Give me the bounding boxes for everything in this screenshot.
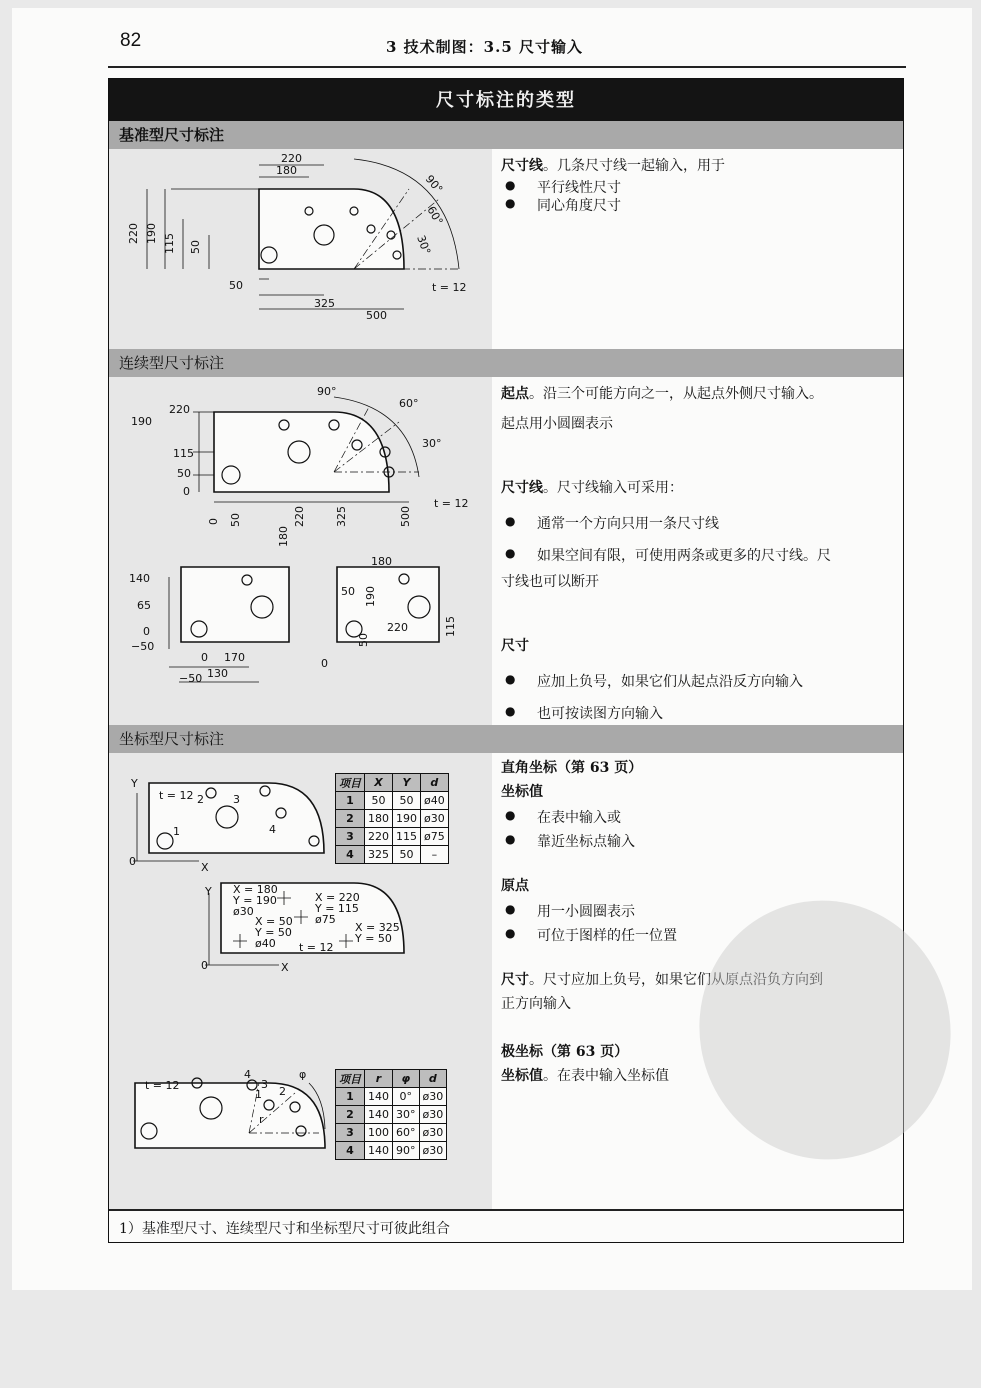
table-header: d <box>419 1070 447 1088</box>
coord-bullet-4: ● 可位于图样的任一位置 <box>537 925 677 945</box>
svg-text:115: 115 <box>444 616 457 637</box>
svg-text:180: 180 <box>277 526 290 547</box>
table-row: 3 220 115 ø75 <box>336 828 449 846</box>
svg-text:0: 0 <box>321 657 328 670</box>
svg-text:Y: Y <box>131 777 138 790</box>
table-header: Y <box>393 774 421 792</box>
chain-bullet-2-cont: 寸线也可以断开 <box>501 574 599 590</box>
svg-text:−50: −50 <box>131 640 155 653</box>
svg-text:325: 325 <box>335 506 348 527</box>
main-title: 尺寸标注的类型 <box>109 79 903 121</box>
chain-bullet-1: ● 通常一个方向只用一条尺寸线 <box>537 513 719 533</box>
svg-text:220: 220 <box>293 506 306 527</box>
svg-text:30°: 30° <box>422 437 442 450</box>
svg-text:ø40: ø40 <box>255 937 276 950</box>
svg-text:X: X <box>201 861 209 874</box>
chain-dimension-title: 尺寸 <box>501 638 529 654</box>
svg-text:220: 220 <box>387 621 408 634</box>
svg-text:1: 1 <box>173 825 180 838</box>
svg-text:t = 12: t = 12 <box>434 497 469 510</box>
svg-text:220: 220 <box>169 403 190 416</box>
svg-text:ø30: ø30 <box>233 905 254 918</box>
svg-text:1: 1 <box>255 1088 262 1101</box>
page-number: 82 <box>120 30 142 51</box>
section-heading-coordinate: 坐标型尺寸标注 <box>109 725 903 753</box>
svg-text:140: 140 <box>129 572 150 585</box>
coord-bullet-2: ● 靠近坐标点输入 <box>537 831 635 851</box>
chain-bullet-4: ● 也可按读图方向输入 <box>537 703 663 723</box>
svg-text:2: 2 <box>197 793 204 806</box>
svg-text:190: 190 <box>145 223 158 244</box>
svg-text:325: 325 <box>314 297 335 310</box>
svg-text:t = 12: t = 12 <box>145 1079 180 1092</box>
svg-text:Y = 50: Y = 50 <box>255 926 292 939</box>
svg-text:220: 220 <box>281 152 302 165</box>
svg-text:90°: 90° <box>422 172 446 196</box>
svg-text:t = 12: t = 12 <box>432 281 467 294</box>
svg-text:4: 4 <box>244 1068 251 1081</box>
svg-text:50: 50 <box>189 240 202 254</box>
svg-text:60°: 60° <box>399 397 419 410</box>
svg-text:170: 170 <box>224 651 245 664</box>
svg-text:220: 220 <box>127 223 140 244</box>
table-row: 4 325 50 – <box>336 846 449 864</box>
svg-text:50: 50 <box>229 513 242 527</box>
svg-text:Y = 50: Y = 50 <box>355 932 392 945</box>
svg-text:r: r <box>259 1113 264 1126</box>
polar-coordinate-table <box>335 1069 447 1160</box>
section-heading-baseline: 基准型尺寸标注 <box>109 121 903 149</box>
svg-text:50: 50 <box>357 633 370 647</box>
coord-dimension-text: 尺寸。尺寸应加上负号，如果它们从原点沿负方向到 <box>501 972 823 988</box>
plate-outline-top <box>214 412 389 492</box>
baseline-bullet-1: ● 平行线性尺寸 <box>537 177 621 197</box>
svg-text:0: 0 <box>207 518 220 525</box>
svg-text:50: 50 <box>229 279 243 292</box>
chain-bullet-3: ● 应加上负号，如果它们从起点沿反方向输入 <box>537 671 803 691</box>
svg-text:t = 12: t = 12 <box>159 789 194 802</box>
svg-text:50: 50 <box>341 585 355 598</box>
svg-text:0: 0 <box>183 485 190 498</box>
coord-bullet-1: ● 在表中输入或 <box>537 807 621 827</box>
svg-text:φ: φ <box>299 1068 307 1081</box>
svg-text:90°: 90° <box>317 385 337 398</box>
svg-text:X: X <box>281 961 289 974</box>
baseline-bullet-2: ● 同心角度尺寸 <box>537 195 621 215</box>
svg-text:X = 220: X = 220 <box>315 891 360 904</box>
table-row: 2 180 190 ø30 <box>336 810 449 828</box>
svg-text:130: 130 <box>207 667 228 680</box>
svg-text:190: 190 <box>131 415 152 428</box>
baseline-text-line: 尺寸线。几条尺寸线一起输入，用于 <box>501 158 725 174</box>
running-head: 3 技术制图：3.5 尺寸输入 <box>386 38 583 56</box>
svg-text:−50: −50 <box>179 672 203 685</box>
svg-text:500: 500 <box>366 309 387 322</box>
table-header: d <box>421 774 449 792</box>
polar-values-text: 坐标值。在表中输入坐标值 <box>501 1068 669 1084</box>
chain-dimension-line-text: 尺寸线。尺寸线输入可采用： <box>501 480 683 496</box>
svg-text:ø75: ø75 <box>315 913 336 926</box>
svg-text:X = 180: X = 180 <box>233 883 278 896</box>
footnote-rule <box>109 1209 903 1211</box>
svg-text:50: 50 <box>177 467 191 480</box>
header-rule <box>108 66 906 68</box>
table-header: r <box>365 1070 393 1088</box>
svg-text:Y: Y <box>205 885 212 898</box>
rect-coordinate-table <box>335 773 449 864</box>
svg-text:60°: 60° <box>424 204 446 228</box>
svg-text:0: 0 <box>201 651 208 664</box>
polar-title: 极坐标（第 63 页） <box>501 1044 629 1060</box>
svg-text:0: 0 <box>143 625 150 638</box>
svg-text:X = 50: X = 50 <box>255 915 293 928</box>
svg-text:115: 115 <box>173 447 194 460</box>
section-heading-chain: 连续型尺寸标注 <box>109 349 903 377</box>
chain-start-point-line2: 起点用小圆圈表示 <box>501 416 613 432</box>
svg-text:190: 190 <box>364 586 377 607</box>
svg-text:0: 0 <box>201 959 208 972</box>
footnote: 1）基准型尺寸、连续型尺寸和坐标型尺寸可彼此组合 <box>119 1221 450 1237</box>
svg-text:180: 180 <box>276 164 297 177</box>
svg-text:65: 65 <box>137 599 151 612</box>
coordinate-values-title: 坐标值 <box>501 784 543 800</box>
rect-coordinate-title: 直角坐标（第 63 页） <box>501 760 643 776</box>
origin-title: 原点 <box>501 878 529 894</box>
chain-bullet-2: ● 如果空间有限，可使用两条或更多的尺寸线。尺 <box>537 545 831 565</box>
svg-text:t = 12: t = 12 <box>299 941 334 954</box>
polar-coord-plate <box>135 1083 325 1148</box>
table-row: 1 50 50 ø40 <box>336 792 449 810</box>
coord-dimension-line2: 正方向输入 <box>501 996 571 1012</box>
svg-text:500: 500 <box>399 506 412 527</box>
table-row: 3 100 60° ø30 <box>336 1124 447 1142</box>
table-row: 2 140 30° ø30 <box>336 1106 447 1124</box>
svg-text:180: 180 <box>371 555 392 568</box>
svg-text:X = 325: X = 325 <box>355 921 400 934</box>
svg-text:Y = 115: Y = 115 <box>315 902 359 915</box>
table-header: φ <box>393 1070 420 1088</box>
svg-text:30°: 30° <box>414 233 434 257</box>
table-header: 项目 <box>336 774 365 792</box>
table-row: 1 140 0° ø30 <box>336 1088 447 1106</box>
svg-text:115: 115 <box>163 233 176 254</box>
chain-dimension-figure <box>109 377 492 725</box>
coord-bullet-3: ● 用一小圆圈表示 <box>537 901 635 921</box>
table-header: X <box>365 774 393 792</box>
svg-text:2: 2 <box>279 1085 286 1098</box>
svg-text:0: 0 <box>129 855 136 868</box>
chain-start-point-text: 起点。沿三个可能方向之一，从起点外侧尺寸输入。 <box>501 386 823 402</box>
table-header: 项目 <box>336 1070 365 1088</box>
svg-text:3: 3 <box>261 1078 268 1091</box>
svg-text:3: 3 <box>233 793 240 806</box>
svg-text:Y = 190: Y = 190 <box>233 894 277 907</box>
table-row: 4 140 90° ø30 <box>336 1142 447 1160</box>
svg-text:4: 4 <box>269 823 276 836</box>
baseline-dimension-figure <box>109 149 492 349</box>
